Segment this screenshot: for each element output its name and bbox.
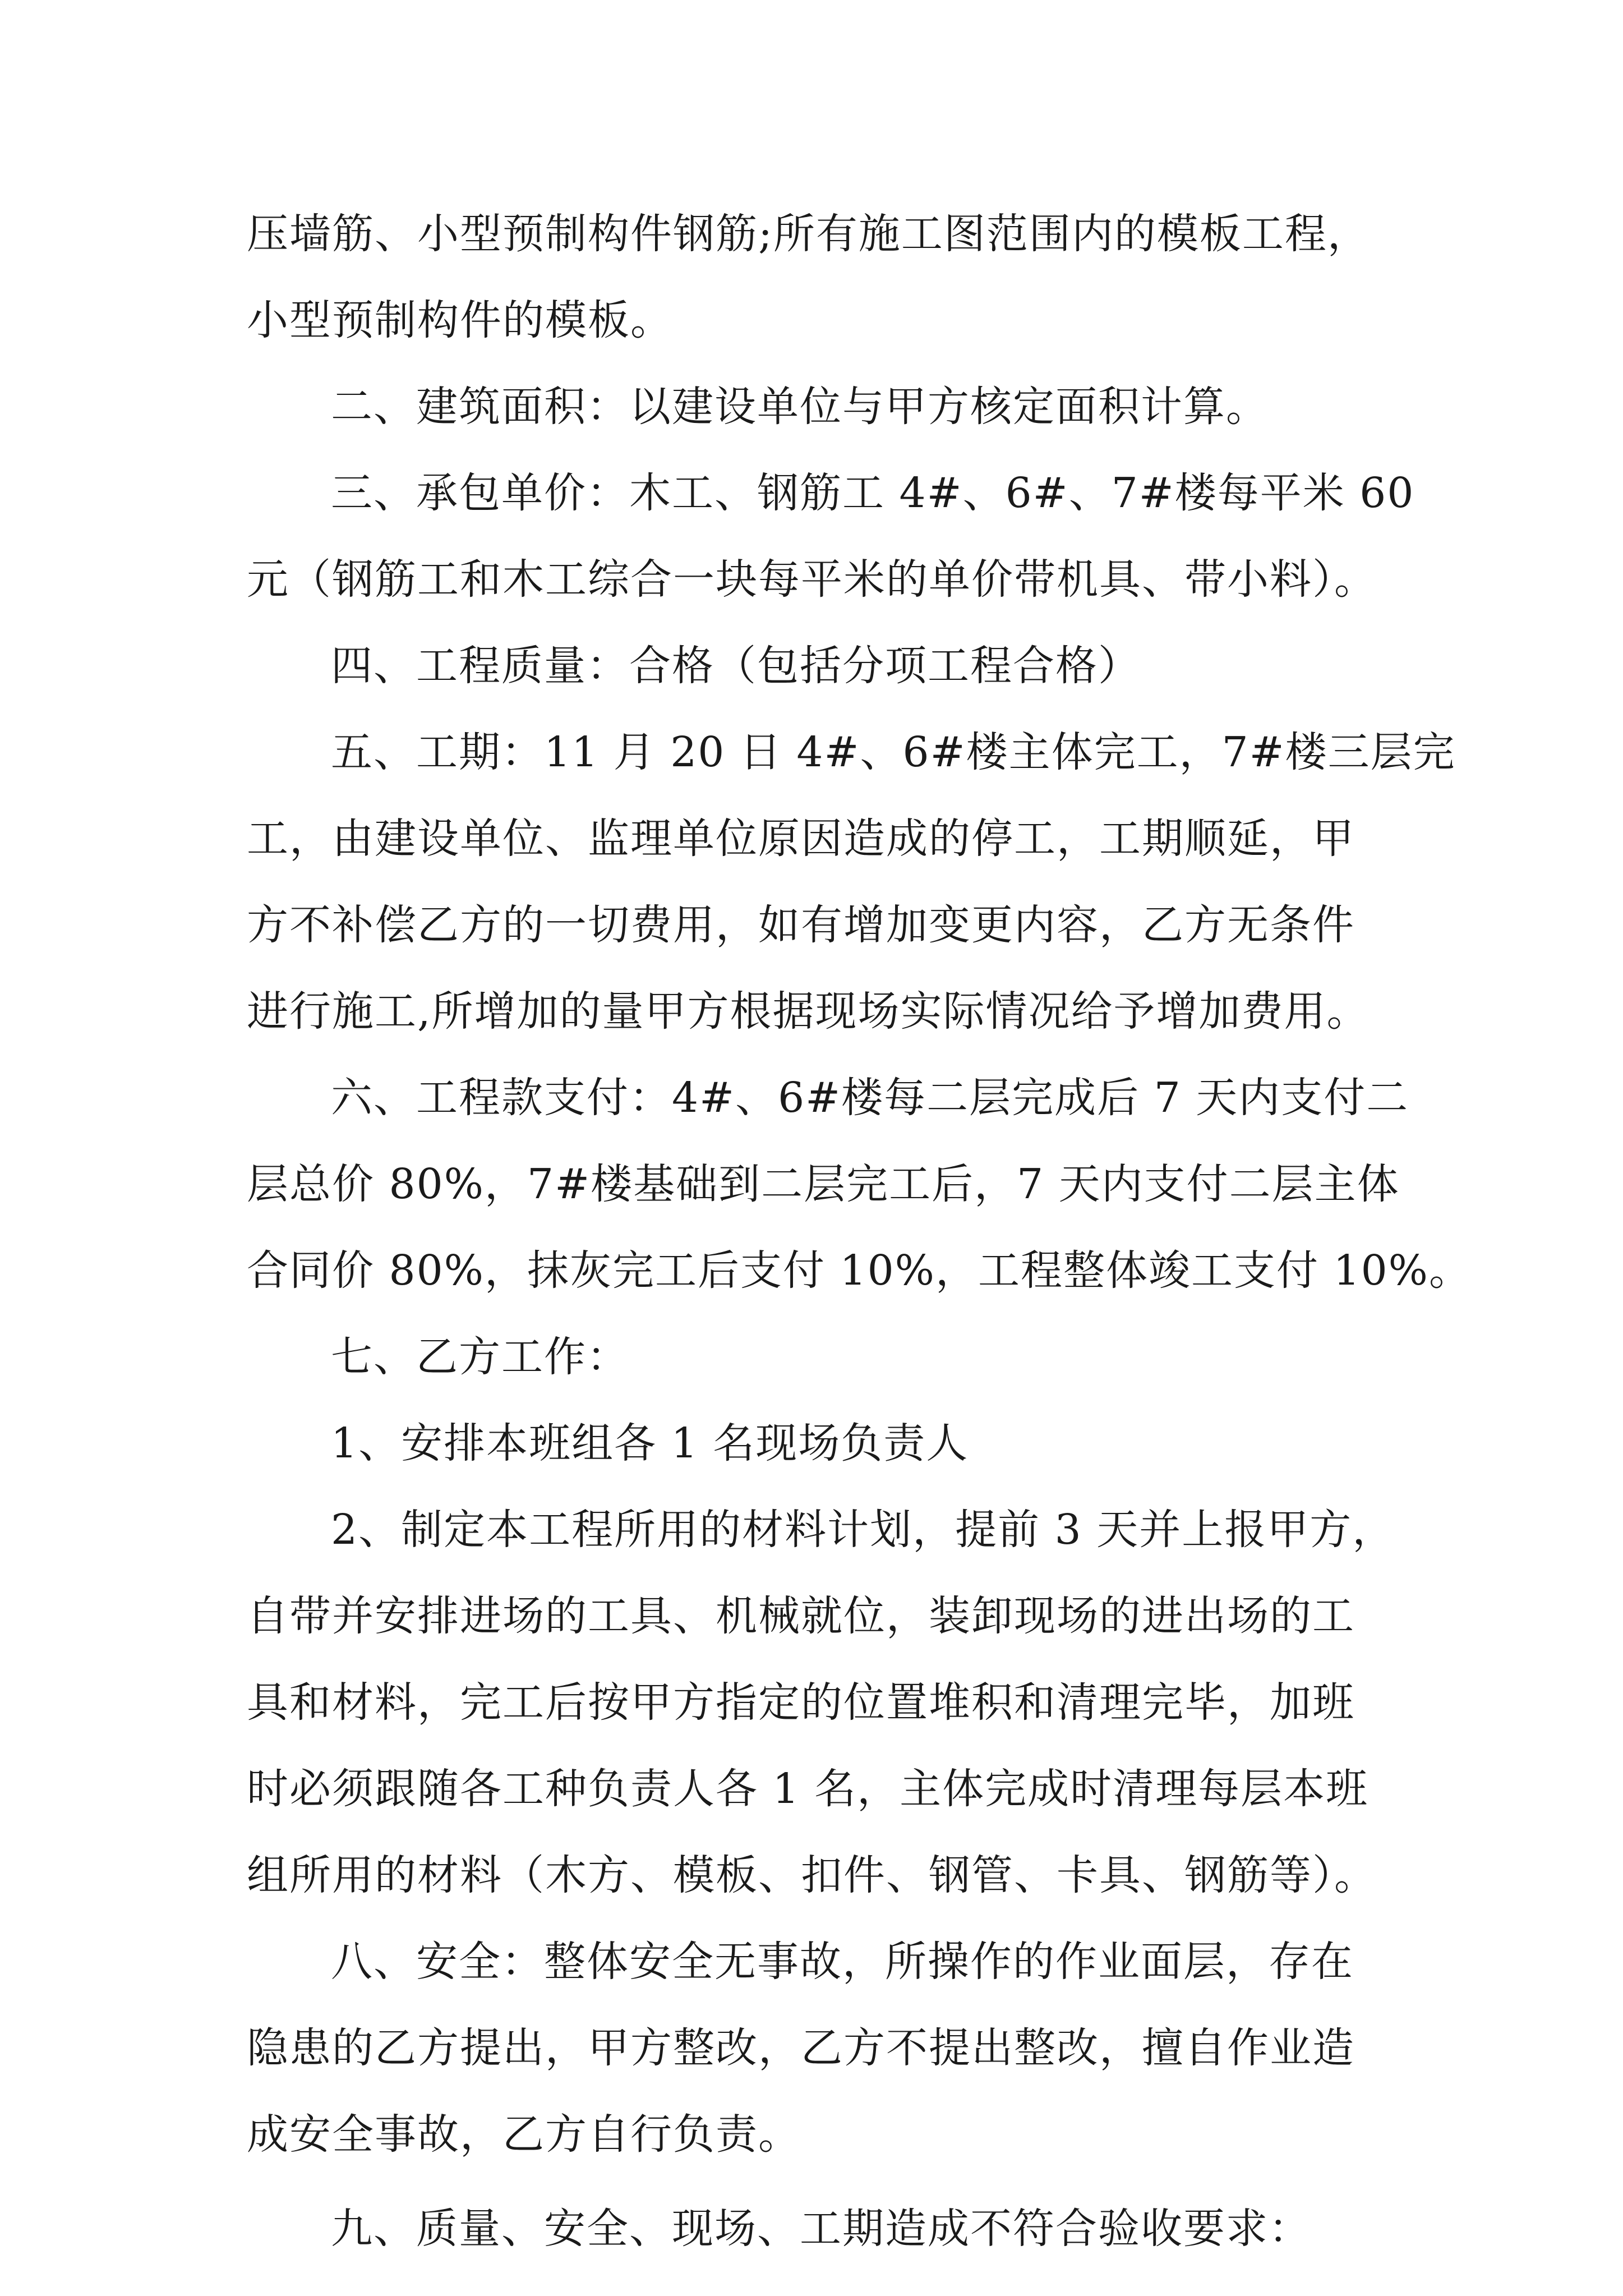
text-line: 合同价 80%，抹灰完工后支付 10%，工程整体竣工支付 10%。	[247, 1246, 1472, 1295]
text-line: 进行施工,所增加的量甲方根据现场实际情况给予增加费用。	[247, 987, 1370, 1036]
text-line: 压墙筋、小型预制构件钢筋;所有施工图范围内的模板工程，	[247, 210, 1370, 258]
text-line: 层总价 80%，7#楼基础到二层完工后，7 天内支付二层主体	[247, 1160, 1400, 1208]
text-line: 隐患的乙方提出，甲方整改，乙方不提出整改，擅自作业造	[247, 2024, 1355, 2072]
section-heading-6: 六、工程款支付：4#、6#楼每二层完成后 7 天内支付二	[331, 1074, 1409, 1122]
text-line: 小型预制构件的模板。	[247, 296, 673, 344]
list-item-1: 1、安排本班组各 1 名现场负责人	[331, 1419, 969, 1467]
section-heading-3: 三、承包单价：木工、钢筋工 4#、6#、7#楼每平米 60	[331, 469, 1415, 517]
text-line: 时必须跟随各工种负责人各 1 名，主体完成时清理每层本班	[247, 1765, 1369, 1813]
text-line: 方不补偿乙方的一切费用，如有增加变更内容，乙方无条件	[247, 901, 1355, 949]
section-heading-2: 二、建筑面积：以建设单位与甲方核定面积计算。	[331, 383, 1269, 431]
document-body	[247, 191, 1472, 2272]
text-line: 自带并安排进场的工具、机械就位，装卸现场的进出场的工	[247, 1592, 1355, 1640]
text-line: 具和材料，完工后按甲方指定的位置堆积和清理完毕，加班	[247, 1678, 1355, 1727]
text-line: 工，由建设单位、监理单位原因造成的停工，工期顺延，甲	[247, 815, 1355, 863]
text-line: 组所用的材料（木方、模板、扣件、钢管、卡具、钢筋等）。	[247, 1851, 1377, 1899]
text-line: 元（钢筋工和木工综合一块每平米的单价带机具、带小料）。	[247, 555, 1377, 604]
section-heading-9: 九、质量、安全、现场、工期造成不符合验收要求：	[331, 2205, 1311, 2253]
section-heading-5: 五、工期：11 月 20 日 4#、6#楼主体完工，7#楼三层完	[331, 728, 1456, 776]
list-item-2: 2、制定本工程所用的材料计划，提前 3 天并上报甲方，	[331, 1506, 1395, 1554]
section-heading-7: 七、乙方工作：	[331, 1333, 629, 1381]
section-heading-4: 四、工程质量：合格（包括分项工程合格）	[331, 642, 1141, 690]
section-heading-8: 八、安全：整体安全无事故，所操作的作业面层，存在	[331, 1938, 1354, 1986]
text-line: 成安全事故，乙方自行负责。	[247, 2110, 801, 2159]
